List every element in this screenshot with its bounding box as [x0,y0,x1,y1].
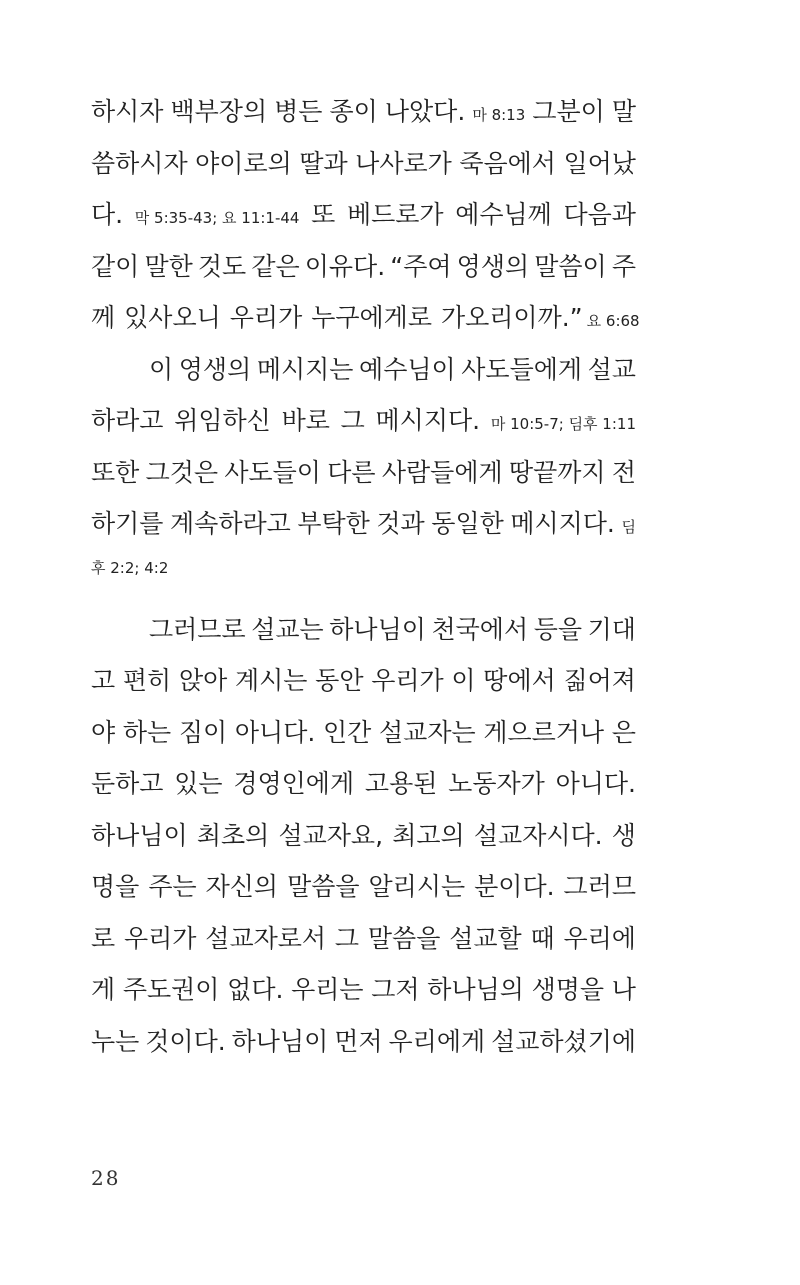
paragraph-2 [91,344,636,590]
word: 우리는 [291,975,364,1004]
text-line [91,292,640,344]
scripture-reference: 마 10:5-7; 딤후 1:11 [490,415,636,433]
word: 경영인에게 [233,769,355,798]
word: 그러므 [563,872,636,901]
word: 말씀이 [534,251,607,281]
word: 짊어져 [563,666,636,695]
word: 계시는 [234,666,308,695]
text-line [91,86,636,138]
word: 설교자시다. [473,820,603,850]
text-line [91,1016,636,1068]
word: 설교할 [449,923,522,953]
word: 명을 [91,872,140,901]
word: 우리가 [124,923,197,953]
word: 하나님이 [91,820,188,850]
word: 로 [91,923,116,953]
text-line [91,861,636,913]
text-line [91,810,636,862]
scripture-reference: 마 8:13 [472,106,526,124]
word: 최초의 [196,820,270,850]
word: 설교자는 [379,717,476,747]
book-page-body [91,86,640,1067]
word: 야 [91,717,116,747]
word: 분이다. [474,872,555,901]
word: 생명을 [531,975,605,1004]
word: 기대 [587,614,636,644]
word: 같은 [251,251,300,281]
word: 위임하신 [174,406,271,435]
word: 동일한 [431,509,504,538]
word: 그 [340,406,365,435]
word: 먼저 [334,1026,383,1056]
word: 또 [311,200,336,229]
word: 또한 [91,457,140,487]
word: 일어났 [563,148,636,178]
word: 아니다. [555,769,636,798]
word: 사도들이 [224,457,321,487]
word: 그 [334,923,360,953]
text-line [91,344,636,396]
word: 하시자 [91,97,164,126]
word: 편히 [122,666,172,695]
scripture-reference: 요 6:68 [586,312,640,330]
word: 베드로가 [346,200,444,229]
page-number: 28 [91,1166,121,1190]
word: 딸과 [299,148,348,178]
word: 하기를 [91,509,164,538]
word: 없다. [227,975,284,1004]
word: 영생의 [456,251,530,281]
word: 우리에게 [388,1026,486,1056]
text-line [91,447,636,499]
word: 생 [611,820,636,850]
word: 그것은 [145,457,219,487]
text-line [91,241,636,293]
scripture-reference: 딤 [621,518,636,536]
paragraph-gap [91,590,636,604]
word: 앉아 [178,666,228,695]
text-line [91,189,636,241]
word: 하나님이 [231,1026,329,1056]
word: 있는 [174,769,223,798]
word: 누는 [91,1026,140,1056]
word: 말씀을 [367,923,441,953]
word: 메시지다. [510,509,615,538]
word: 종이 [329,97,378,126]
text-line [91,604,636,656]
word: 설교자요, [278,820,384,850]
word: 노동자가 [448,769,545,798]
text-line [91,655,636,707]
word: 게 [91,975,116,1004]
word: 설교하셨기에 [491,1026,636,1056]
text-line [91,138,636,190]
text-line [91,964,636,1016]
word: 아니다. [234,717,316,747]
word: 것도 [197,251,247,281]
word: 말씀을 [287,872,360,901]
scripture-reference-line: 후 2:2; 4:2 [91,558,169,577]
text-line [91,707,636,759]
word: 다음과 [563,200,636,229]
text-line [91,913,636,965]
text-line [91,498,636,550]
word: 설교 [587,354,636,384]
scripture-reference: 막 5:35-43; 요 11:1-44 [134,209,300,227]
word: 말 [611,97,636,126]
word: 인간 [323,717,372,747]
word: 알리시는 [368,872,466,901]
word: 전 [611,457,636,487]
text-line [91,758,636,810]
text-line [91,395,636,447]
word: 메시지다. [375,406,481,435]
paragraph-1 [91,86,640,344]
word: 백부장의 [170,97,268,126]
word: 사람들에게 [381,457,503,487]
word: 것과 [376,509,425,538]
word: 천국에서 [431,614,529,644]
word: 우리에 [563,923,636,953]
word: 바로 [281,406,330,435]
word: 등을 [533,614,583,644]
word: 주 [611,251,636,281]
word: 자신의 [205,872,279,901]
word: 고용된 [364,769,438,798]
word: 짐이 [178,717,228,747]
word: 땅에서 [483,666,556,695]
word: 말한 [144,251,193,281]
word: 다. [91,200,124,229]
word: 나았다. [384,97,466,126]
word: 하는 [122,717,172,747]
word: 나 [611,975,636,1004]
word: 고 [91,666,116,695]
word: 죽음에서 [459,148,556,178]
word: 사도들에게 [461,354,583,384]
word: 병든 [274,97,323,126]
word: 게으르거나 [483,717,605,747]
word: 계속하라고 [170,509,291,538]
word: 둔하고 [91,769,164,798]
word: 가오리이까.” [440,303,583,332]
word: 이 [451,666,476,695]
word: 그러므로 [149,614,246,644]
word: 주도권이 [122,975,220,1004]
word: 영생의 [178,354,252,384]
word: 우리가 [229,303,303,332]
word: 께 [91,303,116,332]
word: 우리가 [371,666,444,695]
word: 같이 [91,251,140,281]
word: 나사로가 [355,148,452,178]
word: “주여 [390,251,452,281]
word: 것이다. [145,1026,226,1056]
word: 있사오니 [124,303,221,332]
word: 하나님의 [427,975,524,1004]
word: 하나님이 [329,614,426,644]
word: 은 [611,717,636,747]
word: 주는 [148,872,197,901]
word: 예수님이 [359,354,456,384]
word: 최고의 [392,820,465,850]
word: 야이로의 [195,148,292,178]
word: 예수님께 [455,200,552,229]
word: 동안 [315,666,364,695]
word: 이유다. [304,251,386,281]
word: 때 [530,923,555,953]
word: 하라고 [91,406,164,435]
word: 메시지는 [256,354,354,384]
word: 설교는 [251,614,324,644]
word: 누구에게로 [311,303,432,332]
word: 그저 [371,975,420,1004]
word: 부탁한 [297,509,370,538]
word: 설교자로서 [205,923,327,953]
word: 씀하시자 [91,148,188,178]
paragraph-3 [91,604,636,1068]
word: 이 [149,354,174,384]
word: 그분이 [532,97,605,126]
word: 땅끝까지 [508,457,606,487]
word: 다른 [327,457,376,487]
